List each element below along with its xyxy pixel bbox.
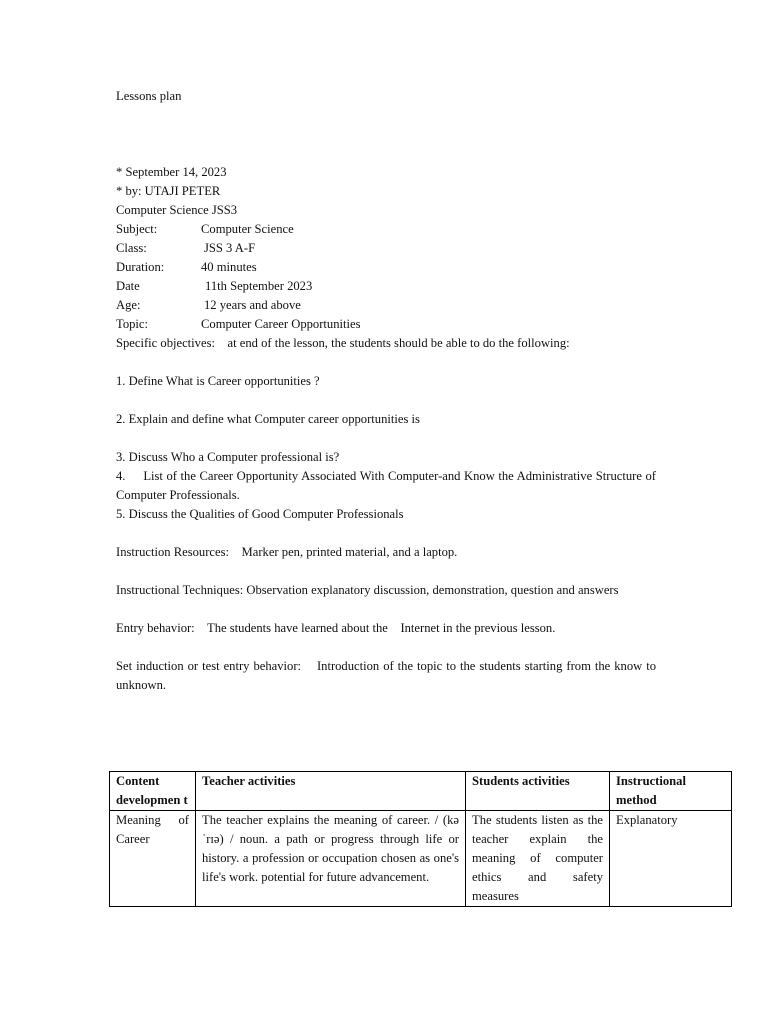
header-students-activities: Students activities	[466, 772, 610, 811]
entry-behavior: Entry behavior: The students have learned about the Internet in the previous lesson.	[116, 621, 556, 635]
table-header-row	[110, 772, 732, 811]
detail-label: Topic:	[116, 317, 148, 331]
detail-value: Computer Science	[201, 222, 294, 236]
instruction-resources: Instruction Resources: Marker pen, printed material, and a laptop.	[116, 545, 458, 559]
detail-value: Computer Career Opportunities	[201, 317, 361, 331]
objectives-intro: Specific objectives: at end of the lesson, the students should be able to do the following:	[116, 336, 570, 350]
detail-label: Class:	[116, 241, 147, 255]
document-title: Lessons plan	[116, 89, 182, 103]
detail-class	[116, 239, 656, 258]
detail-age	[116, 296, 656, 315]
header-content-development: Content developmen t	[110, 772, 196, 811]
objective-3: 3. Discuss Who a Computer professional is?	[116, 450, 340, 464]
author-line: * by: UTAJI PETER	[116, 184, 221, 198]
detail-label: Age:	[116, 298, 141, 312]
detail-duration	[116, 258, 656, 277]
activities-table	[109, 771, 732, 907]
objective-1: 1. Define What is Career opportunities ?	[116, 374, 320, 388]
detail-label: Subject:	[116, 222, 158, 236]
cell-content: Meaning of Career	[110, 811, 196, 907]
detail-topic	[116, 315, 656, 334]
lesson-details	[116, 163, 660, 695]
detail-value: 11th September 2023	[205, 279, 313, 293]
cell-students: The students listen as the teacher explain the meaning of computer ethics and safety measures	[466, 811, 610, 907]
detail-value: JSS 3 A-F	[204, 241, 256, 255]
detail-subject	[116, 220, 656, 239]
header-teacher-activities: Teacher activities	[196, 772, 466, 811]
date-line: * September 14, 2023	[116, 165, 227, 179]
table-row	[110, 811, 732, 907]
detail-date	[116, 277, 656, 296]
objective-5: 5. Discuss the Qualities of Good Computer Professionals	[116, 507, 404, 521]
objective-2: 2. Explain and define what Computer career opportunities is	[116, 412, 420, 426]
detail-label: Date	[116, 279, 140, 293]
detail-value: 12 years and above	[204, 298, 301, 312]
set-induction: Set induction or test entry behavior: Introduction of the topic to the students starting from the know to unknown.	[116, 659, 660, 692]
objective-4: 4. List of the Career Opportunity Associated With Computer-and Know the Administrative Structure of Computer Professionals.	[116, 469, 660, 502]
course-line: Computer Science JSS3	[116, 203, 238, 217]
detail-label: Duration:	[116, 260, 165, 274]
detail-value: 40 minutes	[201, 260, 257, 274]
instructional-techniques: Instructional Techniques: Observation explanatory discussion, demonstration, question and answers	[116, 583, 619, 597]
cell-method: Explanatory	[610, 811, 732, 907]
cell-teacher: The teacher explains the meaning of career. / (kəˈrɪə) / noun. a path or progress through life or history. a profession or occupation chosen as one's life's work. potential for future advancement.	[196, 811, 466, 907]
header-instructional-method: Instructional method	[610, 772, 732, 811]
